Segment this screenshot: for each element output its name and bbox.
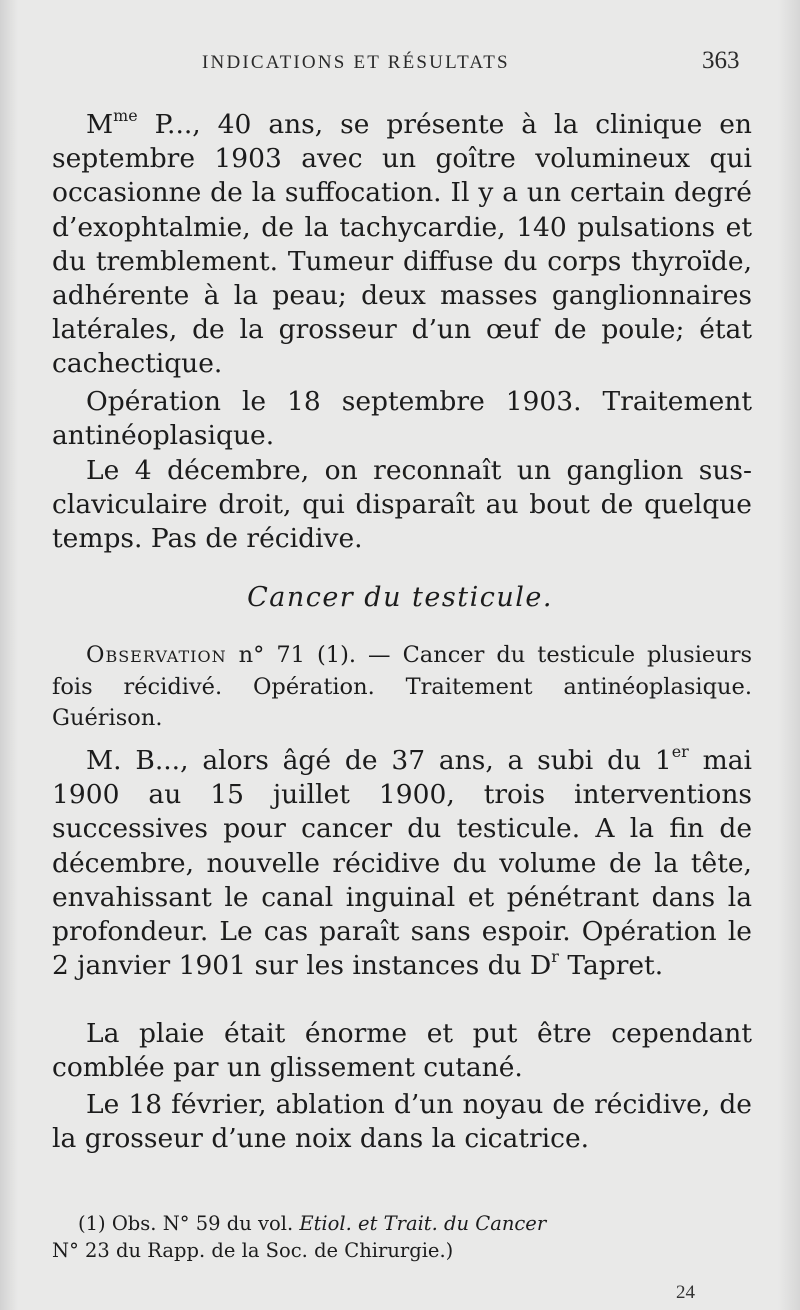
page-edge-shadow-left (0, 0, 18, 1310)
paragraph-patient-mme-p (52, 108, 752, 382)
footnote-line-2: N° 23 du Rapp. de la Soc. de Chirurgie.) (52, 1239, 454, 1262)
observation-label: Observation (86, 642, 227, 668)
mme-superscript: me (113, 106, 138, 126)
footnote-line-1 (52, 1210, 752, 1237)
paragraph-operation-1903: Opération le 18 septembre 1903. Traitement antinéoplasique. (52, 386, 752, 452)
footnote-text-a: Obs. N° 59 du vol. (105, 1212, 300, 1235)
paragraph-text: P..., 40 ans, se présente à la clinique en septembre 1903 avec un goître volumineux qui occasionne de la suffocation. Il y a un certain degré d’exophtalmie, de la tachycardie, 140 pulsations et du tremblement. Tumeur diffuse du corps thyroïde, adhérente à la peau; deux masses ganglionnaires latérales, de la grosseur d’un œuf de poule; état cachectique. (52, 109, 752, 380)
section-title: Cancer du testicule. (247, 582, 553, 613)
paragraph-patient-m-b (52, 744, 752, 983)
paragraph-text-b: mai 1900 au 15 juillet 1900, trois interventions successives pour cancer du testicule. A la fin de décembre, nouvelle récidive du volume de la tête, envahissant le canal inguinal et pénétrant dans la profondeur. Le cas paraît sans espoir. Opération le 2 janvier 1901 sur les instances du D (52, 745, 752, 982)
observation-summary: — Cancer du testicule plusieurs fois récidivé. Opération. Traitement antinéoplasique. Guérison. (52, 642, 752, 731)
footnote-italic-title: Etiol. et Trait. du Cancer (299, 1212, 547, 1235)
paragraph-text-a: M. B..., alors âgé de 37 ans, a subi du 1 (86, 745, 672, 776)
footnote-marker: (1) (78, 1212, 106, 1235)
paragraph-text-c: Tapret. (558, 950, 664, 982)
observation-number: n° 71 (1). (238, 642, 357, 668)
observation-heading (52, 640, 752, 735)
dr-superscript: r (551, 947, 559, 967)
footnote (52, 1210, 752, 1264)
er-superscript: er (671, 742, 689, 762)
paragraph-february-recurrence: Le 18 février, ablation d’un noyau de récidive, de la grosseur d’une noix dans la cicatrice. (52, 1089, 752, 1155)
signature-mark: 24 (676, 1282, 695, 1303)
running-head-title: INDICATIONS ET RÉSULTATS (202, 52, 510, 73)
page-edge-shadow-right (778, 0, 800, 1310)
running-head (0, 47, 800, 82)
paragraph-december-ganglion: Le 4 décembre, on reconnaît un ganglion sus-claviculaire droit, qui disparaît au bout de quelque temps. Pas de récidive. (52, 455, 752, 555)
mme-abbreviation: M (86, 109, 114, 140)
page-number: 363 (702, 47, 740, 74)
paragraph-wound: La plaie était énorme et put être cependant comblée par un glissement cutané. (52, 1018, 752, 1084)
